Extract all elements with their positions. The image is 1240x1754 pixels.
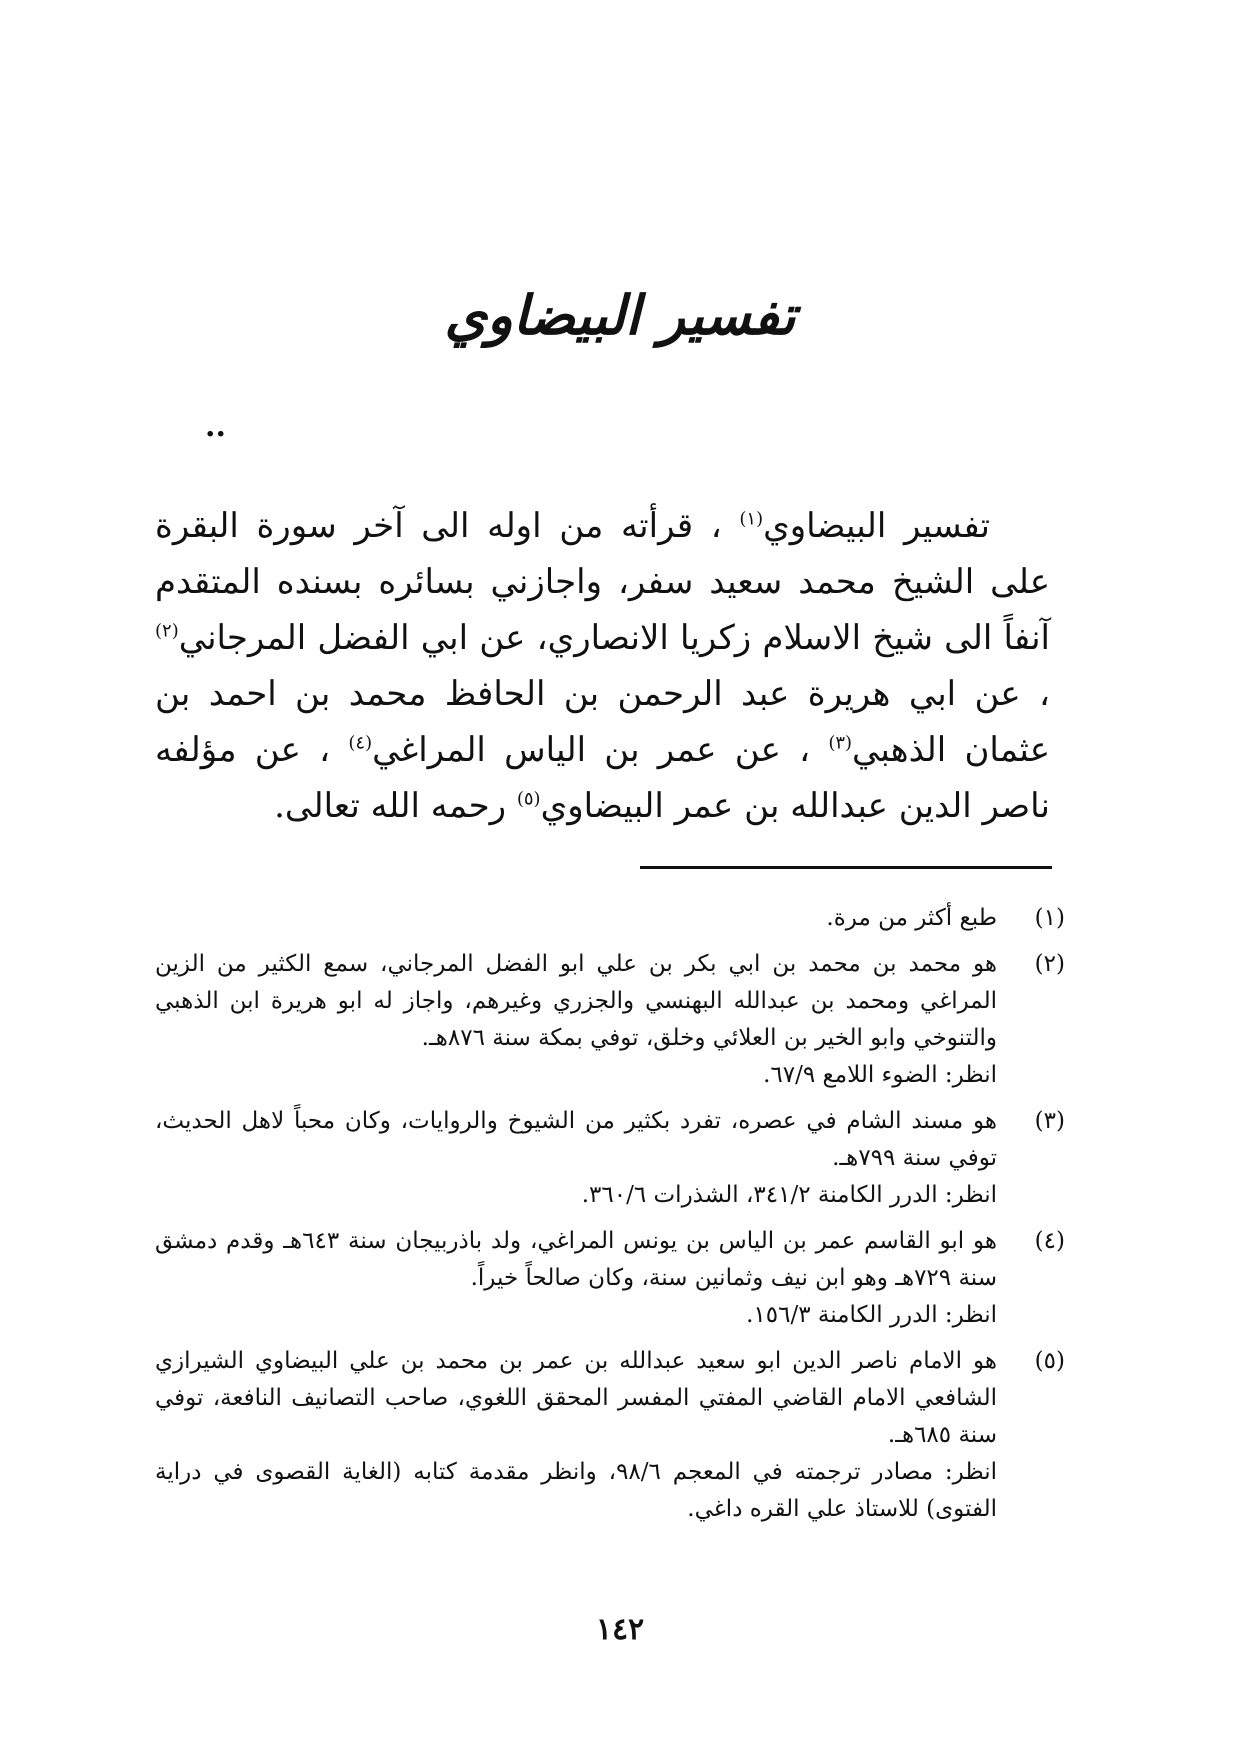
body-segment-2: ، قرأته من اوله الى آخر سورة البقرة على الشيخ محمد سعيد سفر، واجازني بسائره بسنده المتقدم آنفاً الى شيخ الاسلام زكريا الانصاري، عن ابي الفضل المرجاني <box>155 506 1050 658</box>
footnote-body <box>155 946 997 1094</box>
footnote-number: (١) <box>1034 905 1065 931</box>
body-segment-4: ، عن عمر بن الياس المراغي <box>372 730 811 770</box>
footnote-body <box>155 1223 997 1334</box>
page-title: تفسير البيضاوي <box>444 283 796 347</box>
stray-mark: .. <box>205 409 226 444</box>
footnote-ref-5: (٥) <box>516 788 541 810</box>
main-paragraph <box>155 498 1050 834</box>
footnote-number: (٤) <box>1034 1228 1065 1254</box>
body-segment-1: تفسير البيضاوي <box>763 506 990 546</box>
footnote-body <box>155 1343 997 1528</box>
footnote-ref-1: (١) <box>739 508 764 530</box>
footnote-text: هو ابو القاسم عمر بن الياس بن يونس المراغي، ولد باذربيجان سنة ٦٤٣هـ وقدم دمشق سنة ٧٢٩هـ وهو ابن نيف وثمانين سنة، وكان صالحاً خيراً. <box>155 1228 997 1291</box>
footnote-5 <box>155 1343 1065 1528</box>
footnote-body <box>155 900 997 937</box>
footnote-text: طبع أكثر من مرة. <box>826 905 997 931</box>
footnote-4 <box>155 1223 1065 1334</box>
footnote-text: هو الامام ناصر الدين ابو سعيد عبدالله بن عمر بن محمد بن علي البيضاوي الشيرازي الشافعي الامام القاضي المفتي المفسر المحقق اللغوي، صاحب التصانيف النافعة، توفي سنة ٦٨٥هـ. <box>155 1348 997 1448</box>
footnotes <box>155 900 1065 1537</box>
footnote-number: (٢) <box>1034 951 1065 977</box>
footnote-number: (٣) <box>1034 1108 1065 1134</box>
footnote-text: هو مسند الشام في عصره، تفرد بكثير من الشيوخ والروايات، وكان محباً لاهل الحديث، توفي سنة ٧٩٩هـ. <box>155 1108 997 1171</box>
footnote-ref-2: (٢) <box>155 620 179 642</box>
footnote-2 <box>155 946 1065 1094</box>
footnote-text: هو محمد بن محمد بن ابي بكر بن علي ابو الفضل المرجاني، سمع الكثير من الزين المراغي ومحمد بن عبدالله البهنسي والجزري وغيرهم، واجاز له ابو هريرة ابن الذهبي والتنوخي وابو الخير بن العلائي وخلق، توفي بمكة سنة ٨٧٦هـ. <box>155 951 997 1051</box>
footnote-source: انظر: الضوء اللامع ٦٧/٩. <box>763 1062 997 1088</box>
page-number: ١٤٢ <box>595 1612 645 1647</box>
footnote-ref-4: (٤) <box>348 732 373 754</box>
footnote-separator <box>640 866 1052 869</box>
footnote-body <box>155 1103 997 1214</box>
footnote-source: انظر: الدرر الكامنة ٣٤١/٢، الشذرات ٣٦٠/٦. <box>581 1182 997 1208</box>
footnote-3 <box>155 1103 1065 1214</box>
footnote-1 <box>155 900 1065 937</box>
body-segment-5: ، عن مؤلفه ناصر الدين عبدالله بن عمر البيضاوي <box>155 730 1050 826</box>
footnote-source: انظر: الدرر الكامنة ١٥٦/٣. <box>746 1302 997 1328</box>
footnote-ref-3: (٣) <box>828 732 853 754</box>
body-segment-3: ، عن ابي هريرة عبد الرحمن بن الحافظ محمد بن احمد بن عثمان الذهبي <box>155 674 1050 770</box>
footnote-source: انظر: مصادر ترجمته في المعجم ٩٨/٦، وانظر مقدمة كتابه (الغاية القصوى في دراية الفتوى) للاستاذ علي القره داغي. <box>155 1459 998 1522</box>
footnote-number: (٥) <box>1034 1348 1065 1374</box>
body-segment-6: رحمه الله تعالى. <box>274 786 507 826</box>
